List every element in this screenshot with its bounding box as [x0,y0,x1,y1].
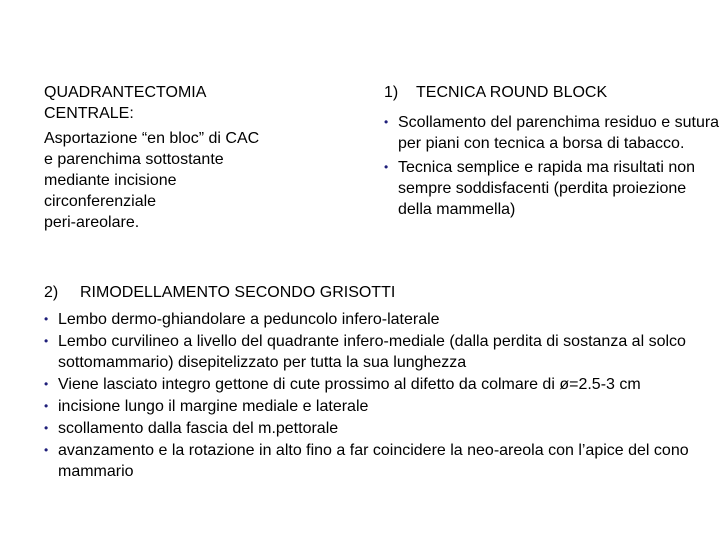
bullet-icon: • [44,399,49,413]
round-block-bullet-list [384,112,720,220]
grisotti-bullet-list [44,309,720,482]
bullet-icon: • [384,115,389,129]
list-item [44,331,720,373]
bullet-icon: • [44,312,49,326]
list-item-text: avanzamento e la rotazione in alto fino a far coincidere la neo-areola con l’apice del cono mammario [58,442,689,480]
left-description-line: peri-areolare. [44,214,140,231]
list-item [44,309,720,330]
list-item [44,418,720,439]
list-item-text: Lembo dermo-ghiandolare a peduncolo infero-laterale [58,311,440,328]
bullet-icon: • [44,421,49,435]
list-item [44,440,720,482]
list-item-text: Scollamento del parenchima residuo e sutura per piani con tecnica a borsa di tabacco. [398,114,720,152]
bullet-icon: • [44,443,49,457]
section-number: 1) [384,84,399,101]
section-title-round-block [384,82,720,103]
left-heading-line: CENTRALE: [44,105,134,122]
right-text-block [384,82,720,223]
section-title-text: TECNICA ROUND BLOCK [416,84,608,101]
list-item-text: incisione lungo il margine mediale e laterale [58,398,369,415]
left-heading [44,82,294,124]
list-item-text: scollamento dalla fascia del m.pettorale [58,420,339,437]
section-title-grisotti [44,282,720,303]
left-description-line: Asportazione “en bloc” di CAC [44,130,260,147]
list-item-text: Tecnica semplice e rapida ma risultati non sempre soddisfacenti (perdita proiezione della mammella) [398,159,696,218]
section-title-text: RIMODELLAMENTO SECONDO GRISOTTI [80,284,396,301]
left-text-block [44,82,294,233]
list-item-text: Viene lasciato integro gettone di cute prossimo al difetto da colmare di ø=2.5-3 cm [58,376,641,393]
list-item [384,157,720,220]
bottom-text-block [44,282,720,483]
list-item [44,374,720,395]
left-description-line: mediante incisione [44,172,177,189]
list-item-text: Lembo curvilineo a livello del quadrante infero-mediale (dalla perdita di sostanza al solco sottomammario) disepitelizzato per tutta la sua lunghezza [58,333,686,371]
list-item [44,396,720,417]
list-item [384,112,720,154]
section-number: 2) [44,284,59,301]
left-description [44,128,294,233]
bullet-icon: • [44,334,49,348]
bullet-icon: • [44,377,49,391]
left-heading-line: QUADRANTECTOMIA [44,84,207,101]
left-description-line: circonferenziale [44,193,157,210]
left-description-line: e parenchima sottostante [44,151,224,168]
bullet-icon: • [384,160,389,174]
